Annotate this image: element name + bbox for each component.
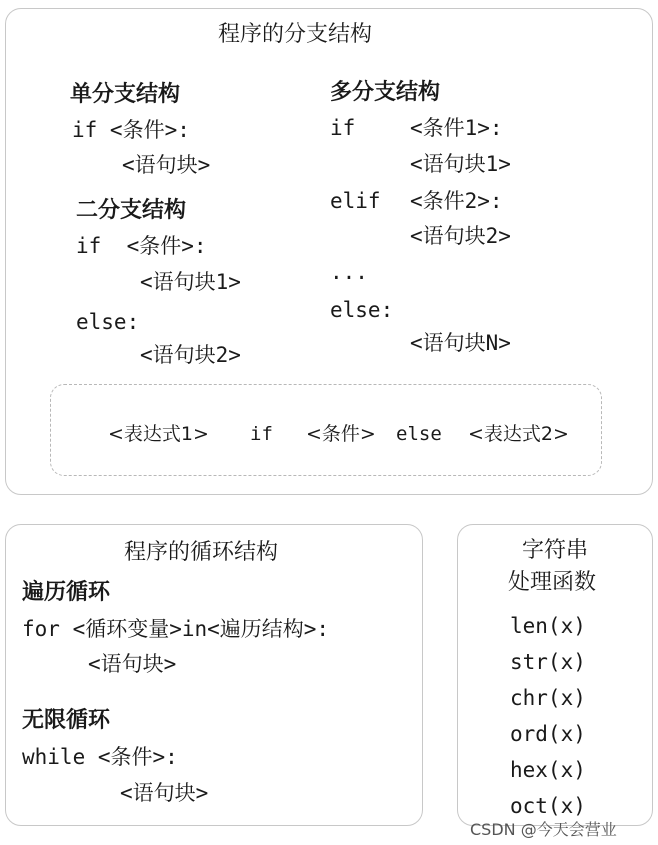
multi-branch-blockN: <语句块N> — [410, 331, 511, 355]
string-function-item: chr(x) — [510, 686, 586, 710]
multi-branch-if: if — [330, 116, 356, 140]
string-functions-title-line2: 处理函数 — [508, 570, 597, 595]
double-branch-line2: <语句块1> — [140, 270, 241, 294]
string-function-item: len(x) — [510, 614, 586, 638]
ternary-cond: <条件> — [306, 423, 376, 445]
double-branch-line1: if <条件>: — [76, 234, 207, 258]
string-function-item: ord(x) — [510, 722, 586, 746]
string-function-item: oct(x) — [510, 794, 586, 818]
while-loop-heading: 无限循环 — [22, 708, 111, 733]
double-branch-line3: else: — [76, 310, 140, 334]
loop-title: 程序的循环结构 — [124, 540, 279, 565]
for-loop-heading: 遍历循环 — [22, 580, 111, 605]
multi-branch-elif: elif — [330, 189, 381, 213]
single-branch-line1: if <条件>: — [72, 118, 190, 142]
string-function-item: str(x) — [510, 650, 586, 674]
for-loop-line1: for <循环变量>in<遍历结构>: — [22, 617, 330, 641]
ternary-expr2: <表达式2> — [468, 423, 569, 445]
while-loop-line2: <语句块> — [120, 781, 209, 805]
double-branch-line4: <语句块2> — [140, 343, 241, 367]
string-functions-title-line1: 字符串 — [522, 538, 589, 563]
watermark: CSDN @今天会营业 — [470, 820, 617, 839]
ternary-if: if — [250, 423, 273, 445]
branch-title: 程序的分支结构 — [218, 22, 373, 47]
while-loop-line1: while <条件>: — [22, 745, 178, 769]
loop-structure-box — [5, 524, 423, 826]
multi-branch-block2: <语句块2> — [410, 224, 511, 248]
multi-branch-else: else: — [330, 298, 394, 322]
multi-branch-heading: 多分支结构 — [330, 80, 441, 105]
string-function-item: hex(x) — [510, 758, 586, 782]
ternary-expr1: <表达式1> — [108, 423, 209, 445]
multi-branch-cond2: <条件2>: — [410, 189, 503, 213]
for-loop-line2: <语句块> — [88, 652, 177, 676]
single-branch-heading: 单分支结构 — [70, 82, 181, 107]
single-branch-line2: <语句块> — [122, 153, 211, 177]
ternary-else: else — [396, 423, 442, 445]
multi-branch-block1: <语句块1> — [410, 152, 511, 176]
multi-branch-cond1: <条件1>: — [410, 116, 503, 140]
double-branch-heading: 二分支结构 — [76, 198, 187, 223]
multi-branch-ellipsis: ... — [330, 260, 368, 284]
